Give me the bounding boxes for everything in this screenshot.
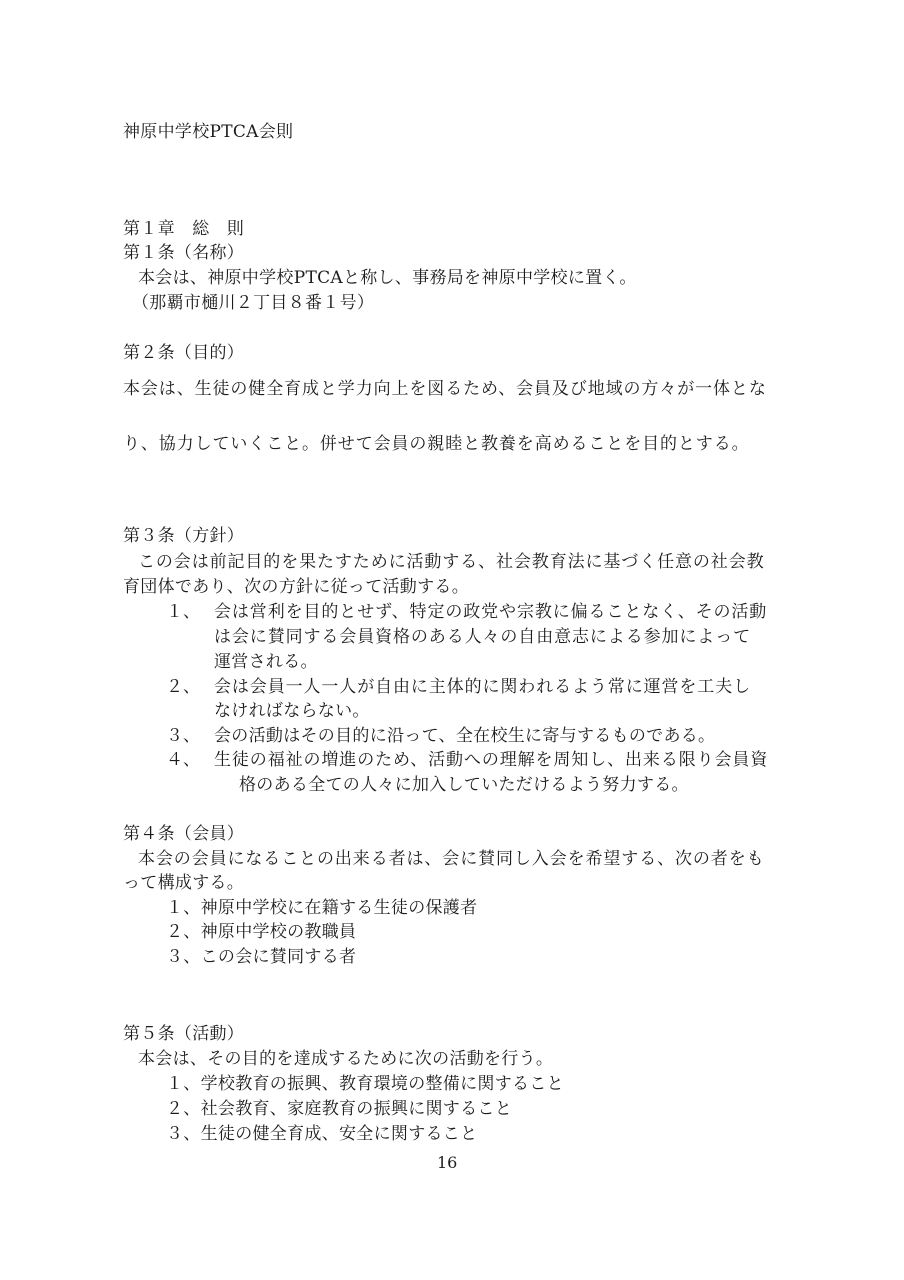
article-3-text-line2: 育団体であり、次の方針に従って活動する。 — [123, 577, 469, 597]
article-3-heading: 第３条（方針） — [123, 526, 245, 546]
article-5-list-item: ３、生徒の健全育成、安全に関すること — [166, 1124, 478, 1144]
article-3-item-text: 運営される。 — [214, 652, 318, 672]
article-4-list-item: ３、この会に賛同する者 — [166, 947, 357, 967]
article-3-item-text: なければならない。 — [214, 701, 370, 721]
article-5-heading: 第５条（活動） — [123, 1024, 245, 1044]
article-1-address: （那覇市樋川２丁目８番１号） — [132, 293, 375, 313]
article-2-text-line1: 本会は、生徒の健全育成と学力向上を図るため、会員及び地域の方々が一体とな — [123, 379, 767, 399]
article-3-item-number: ４、 — [166, 750, 200, 770]
article-4-list-item: ２、神原中学校の教職員 — [166, 922, 357, 942]
article-1-text: 本会は、神原中学校PTCAと称し、事務局を神原中学校に置く。 — [138, 268, 637, 288]
article-3-text-line1: この会は前記目的を果たすために活動する、社会教育法に基づく任意の社会教 — [138, 552, 765, 572]
page-number: 16 — [437, 1153, 458, 1172]
article-4-heading: 第４条（会員） — [123, 824, 245, 844]
article-4-text-line1: 本会の会員になることの出来る者は、会に賛同し入会を希望する、次の者をも — [138, 849, 765, 869]
article-3-item-text: 生徒の福祉の増進のため、活動への理解を周知し、出来る限り会員資 — [214, 750, 769, 770]
article-3-item-number: ２、 — [166, 677, 200, 697]
article-4-list-item: １、神原中学校に在籍する生徒の保護者 — [166, 898, 478, 918]
article-1-heading: 第１条（名称） — [123, 243, 245, 263]
article-3-item-text: 格のある全ての人々に加入していただけるよう努力する。 — [239, 775, 689, 795]
article-3-item-text: 会は営利を目的とせず、特定の政党や宗教に偏ることなく、その活動 — [214, 602, 768, 622]
article-4-text-line2: って構成する。 — [123, 873, 245, 893]
article-3-item-number: １、 — [166, 602, 200, 622]
article-3-item-text: 会は会員一人一人が自由に主体的に関われるよう常に運営を工夫し — [214, 677, 751, 697]
article-3-item-text: は会に賛同する会員資格のある人々の自由意志による参加によって — [214, 627, 751, 647]
chapter-heading: 第１章 総 則 — [123, 219, 245, 239]
article-2-heading: 第２条（目的） — [123, 343, 245, 363]
article-3-item-text: 会の活動はその目的に沿って、全在校生に寄与するものである。 — [214, 726, 716, 746]
article-2-text-line2: り、協力していくこと。併せて会員の親睦と教養を高めることを目的とする。 — [123, 434, 750, 454]
article-5-list-item: １、学校教育の振興、教育環境の整備に関すること — [166, 1074, 564, 1094]
article-3-item-number: ３、 — [166, 726, 200, 746]
article-5-list-item: ２、社会教育、家庭教育の振興に関すること — [166, 1099, 512, 1119]
article-5-text: 本会は、その目的を達成するために次の活動を行う。 — [138, 1049, 554, 1069]
document-title: 神原中学校PTCA会則 — [123, 122, 294, 142]
